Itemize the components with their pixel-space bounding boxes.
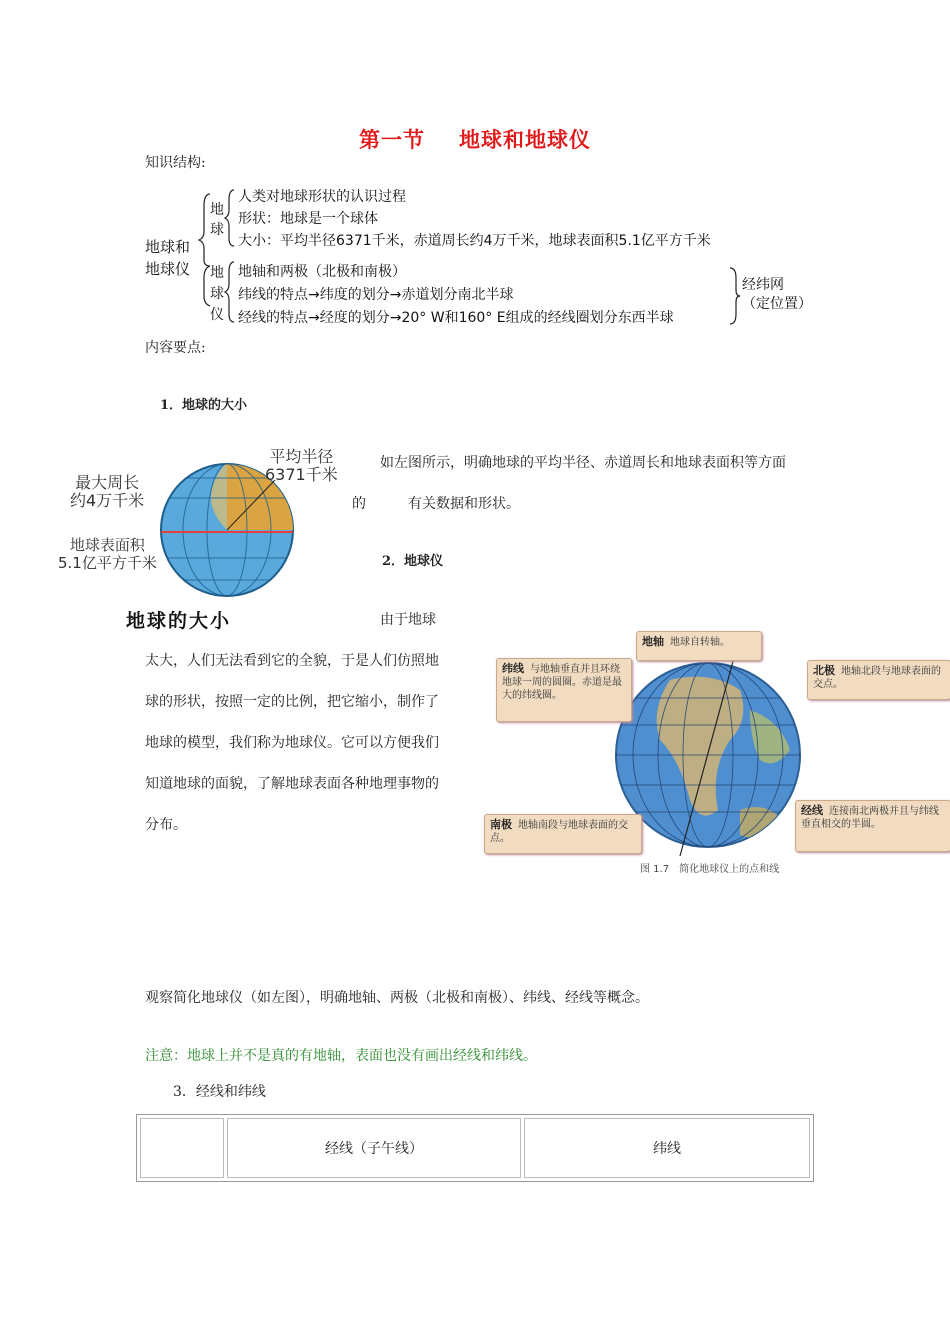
branch1-label: 地 球 bbox=[210, 202, 224, 238]
para1-line1: 如左图所示，明确地球的平均半径、赤道周长和地球表面积等方面 bbox=[380, 455, 786, 471]
branch1-item: 大小：平均半径6371千米，赤道周长约4万千米，地球表面积5.1亿平方千米 bbox=[238, 233, 711, 249]
section-structure-label: 知识结构: bbox=[145, 155, 206, 171]
callout-north-pole: 北极 地轴北段与地球表面的交点。 bbox=[807, 660, 950, 700]
table-row bbox=[140, 1118, 810, 1178]
surface-area-label: 地球表面积 5.1亿平方千米 bbox=[58, 536, 157, 572]
para2-line: 地球的模型，我们称为地球仪。它可以方便我们 bbox=[145, 735, 439, 751]
heading-earth-size: 1．地球的大小 bbox=[160, 398, 248, 413]
globe-caption: 图 1.7 简化地球仪上的点和线 bbox=[640, 864, 780, 875]
para2-line: 太大，人们无法看到它的全貌，于是人们仿照地 bbox=[145, 653, 439, 669]
title-part1: 第一节 bbox=[359, 127, 425, 152]
note-text: 注意：地球上并不是真的有地轴，表面也没有画出经线和纬线。 bbox=[145, 1048, 537, 1064]
para2-line: 球的形状，按照一定的比例，把它缩小，制作了 bbox=[145, 694, 439, 710]
branch1-item: 形状：地球是一个球体 bbox=[238, 211, 378, 227]
branch2-item: 地轴和两极（北极和南极） bbox=[238, 264, 406, 280]
para2-first: 由于地球 bbox=[380, 612, 436, 628]
branch2-item: 经线的特点→经度的划分→20° W和160° E组成的经线圈划分东西半球 bbox=[238, 310, 674, 326]
para1-line2a: 的 bbox=[352, 496, 366, 512]
para2-line: 分布。 bbox=[145, 817, 187, 833]
branch2-item: 纬线的特点→纬度的划分→赤道划分南北半球 bbox=[238, 287, 514, 303]
para1-line2b: 有关数据和形状。 bbox=[408, 496, 520, 512]
branch2-label: 地 球 仪 bbox=[210, 265, 224, 323]
radius-label: 平均半径 6371千米 bbox=[265, 447, 338, 484]
table-header-latitude: 纬线 bbox=[524, 1118, 810, 1178]
side-note: 经纬网 （定位置） bbox=[742, 277, 812, 312]
branch2-items bbox=[238, 261, 674, 330]
earth-size-caption: 地球的大小 bbox=[126, 610, 232, 632]
tree-root: 地球和 地球仪 bbox=[145, 238, 191, 278]
table-cell bbox=[140, 1118, 224, 1178]
section-points-label: 内容要点: bbox=[145, 340, 206, 356]
para2-line: 知道地球的面貌，了解地球表面各种地理事物的 bbox=[145, 776, 439, 792]
table-header-longitude: 经线（子午线） bbox=[227, 1118, 521, 1178]
circumference-label: 最大周长 约4万千米 bbox=[70, 473, 145, 510]
callout-south-pole: 南极 地轴南段与地球表面的交点。 bbox=[484, 814, 642, 854]
callout-axis: 地轴 地球自转轴。 bbox=[636, 631, 762, 661]
page-title bbox=[0, 124, 950, 154]
callout-longitude: 经线 连接南北两极并且与纬线垂直相交的半圆。 bbox=[795, 800, 950, 852]
branch1-items bbox=[238, 186, 711, 252]
para3: 观察简化地球仪（如左图），明确地轴、两极（北极和南极）、纬线、经线等概念。 bbox=[145, 990, 649, 1006]
heading-lines: 3．经线和纬线 bbox=[173, 1084, 266, 1100]
branch1-item: 人类对地球形状的认识过程 bbox=[238, 189, 406, 205]
title-part2: 地球和地球仪 bbox=[459, 127, 591, 152]
lines-table bbox=[136, 1114, 814, 1182]
side-brace bbox=[726, 266, 742, 326]
para2-body bbox=[145, 641, 455, 846]
heading-globe: 2．地球仪 bbox=[382, 554, 444, 569]
callout-latitude: 纬线 与地轴垂直并且环绕地球一周的圆圈。赤道是最大的纬线圈。 bbox=[496, 658, 632, 722]
